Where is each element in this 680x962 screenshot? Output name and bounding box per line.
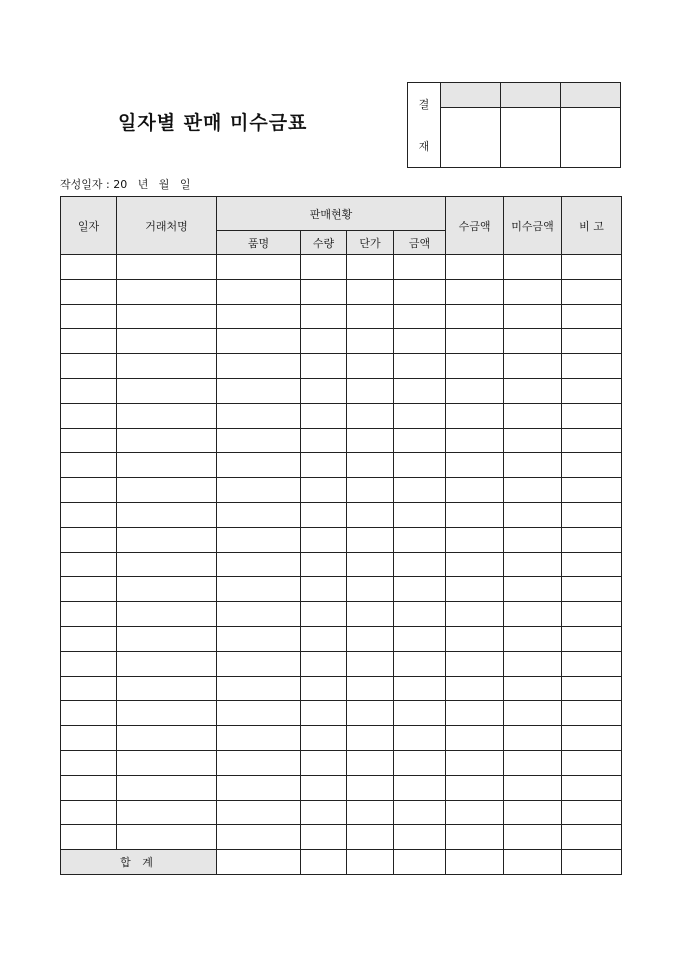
- table-cell[interactable]: [446, 478, 504, 503]
- table-cell[interactable]: [61, 502, 117, 527]
- table-cell[interactable]: [347, 527, 394, 552]
- table-cell[interactable]: [217, 676, 301, 701]
- approval-sign-cell[interactable]: [561, 108, 621, 168]
- table-cell[interactable]: [217, 428, 301, 453]
- table-cell[interactable]: [562, 255, 622, 280]
- table-cell[interactable]: [504, 651, 562, 676]
- table-cell[interactable]: [394, 329, 446, 354]
- table-cell[interactable]: [61, 800, 117, 825]
- table-cell[interactable]: [562, 651, 622, 676]
- table-row: [61, 428, 622, 453]
- table-cell[interactable]: [562, 403, 622, 428]
- table-cell[interactable]: [562, 577, 622, 602]
- header-unpaid: 미수금액: [504, 197, 562, 255]
- total-cell[interactable]: [504, 850, 562, 875]
- table-cell[interactable]: [446, 750, 504, 775]
- table-row: [61, 453, 622, 478]
- table-cell[interactable]: [117, 304, 217, 329]
- table-row: [61, 775, 622, 800]
- table-cell[interactable]: [217, 701, 301, 726]
- table-row: [61, 403, 622, 428]
- table-cell[interactable]: [117, 726, 217, 751]
- table-cell[interactable]: [117, 527, 217, 552]
- table-cell[interactable]: [504, 378, 562, 403]
- table-cell[interactable]: [217, 378, 301, 403]
- approval-sign-cell[interactable]: [501, 108, 561, 168]
- table-cell[interactable]: [117, 651, 217, 676]
- table-cell[interactable]: [117, 701, 217, 726]
- table-cell[interactable]: [446, 279, 504, 304]
- table-cell[interactable]: [61, 626, 117, 651]
- header-date: 일자: [61, 197, 117, 255]
- table-cell[interactable]: [394, 676, 446, 701]
- table-cell[interactable]: [446, 453, 504, 478]
- table-row: [61, 552, 622, 577]
- header-client: 거래처명: [117, 197, 217, 255]
- table-cell[interactable]: [217, 726, 301, 751]
- table-cell[interactable]: [61, 428, 117, 453]
- table-cell[interactable]: [301, 626, 347, 651]
- table-cell[interactable]: [217, 825, 301, 850]
- table-cell[interactable]: [347, 255, 394, 280]
- table-cell[interactable]: [117, 354, 217, 379]
- table-cell[interactable]: [394, 255, 446, 280]
- table-cell[interactable]: [562, 602, 622, 627]
- table-cell[interactable]: [562, 304, 622, 329]
- table-cell[interactable]: [394, 304, 446, 329]
- table-cell[interactable]: [347, 403, 394, 428]
- table-cell[interactable]: [117, 775, 217, 800]
- table-cell[interactable]: [562, 800, 622, 825]
- table-cell[interactable]: [347, 478, 394, 503]
- table-row: [61, 255, 622, 280]
- total-cell[interactable]: [217, 850, 301, 875]
- table-cell[interactable]: [217, 552, 301, 577]
- table-cell[interactable]: [61, 255, 117, 280]
- total-cell[interactable]: [347, 850, 394, 875]
- table-cell[interactable]: [301, 676, 347, 701]
- header-note: 비 고: [562, 197, 622, 255]
- table-cell[interactable]: [61, 304, 117, 329]
- table-cell[interactable]: [217, 502, 301, 527]
- table-cell[interactable]: [446, 825, 504, 850]
- table-cell[interactable]: [217, 478, 301, 503]
- table-cell[interactable]: [301, 403, 347, 428]
- table-cell[interactable]: [446, 378, 504, 403]
- table-cell[interactable]: [446, 354, 504, 379]
- table-cell[interactable]: [61, 552, 117, 577]
- table-cell[interactable]: [347, 775, 394, 800]
- table-cell[interactable]: [301, 701, 347, 726]
- table-cell[interactable]: [504, 750, 562, 775]
- table-cell[interactable]: [61, 378, 117, 403]
- table-cell[interactable]: [61, 329, 117, 354]
- table-cell[interactable]: [301, 255, 347, 280]
- table-cell[interactable]: [394, 626, 446, 651]
- sales-table: [60, 196, 622, 875]
- table-cell[interactable]: [562, 775, 622, 800]
- table-cell[interactable]: [394, 502, 446, 527]
- table-cell[interactable]: [217, 602, 301, 627]
- table-cell[interactable]: [446, 676, 504, 701]
- table-row: [61, 502, 622, 527]
- table-cell[interactable]: [301, 602, 347, 627]
- table-cell[interactable]: [347, 825, 394, 850]
- table-cell[interactable]: [504, 354, 562, 379]
- approval-sign-cell[interactable]: [441, 108, 501, 168]
- table-cell[interactable]: [347, 354, 394, 379]
- table-cell[interactable]: [301, 825, 347, 850]
- table-cell[interactable]: [347, 577, 394, 602]
- table-cell[interactable]: [446, 626, 504, 651]
- header-amount: 금액: [394, 231, 446, 255]
- table-cell[interactable]: [446, 304, 504, 329]
- table-cell[interactable]: [562, 552, 622, 577]
- table-cell[interactable]: [446, 726, 504, 751]
- table-row: [61, 602, 622, 627]
- table-row: [61, 354, 622, 379]
- table-row: [61, 329, 622, 354]
- total-cell[interactable]: [446, 850, 504, 875]
- table-cell[interactable]: [347, 502, 394, 527]
- table-cell[interactable]: [562, 378, 622, 403]
- table-cell[interactable]: [504, 304, 562, 329]
- table-row: [61, 726, 622, 751]
- table-cell[interactable]: [504, 602, 562, 627]
- table-cell[interactable]: [504, 478, 562, 503]
- table-cell[interactable]: [394, 552, 446, 577]
- table-cell[interactable]: [347, 552, 394, 577]
- table-cell[interactable]: [394, 701, 446, 726]
- table-row: [61, 750, 622, 775]
- table-cell[interactable]: [217, 403, 301, 428]
- table-cell[interactable]: [446, 403, 504, 428]
- table-cell[interactable]: [61, 354, 117, 379]
- table-cell[interactable]: [61, 676, 117, 701]
- table-cell[interactable]: [347, 453, 394, 478]
- table-cell[interactable]: [117, 577, 217, 602]
- table-cell[interactable]: [394, 750, 446, 775]
- table-cell[interactable]: [61, 527, 117, 552]
- table-cell[interactable]: [347, 329, 394, 354]
- table-row: [61, 378, 622, 403]
- table-cell[interactable]: [117, 750, 217, 775]
- table-cell[interactable]: [61, 651, 117, 676]
- table-cell[interactable]: [504, 502, 562, 527]
- table-cell[interactable]: [446, 800, 504, 825]
- table-row: [61, 279, 622, 304]
- table-cell[interactable]: [394, 354, 446, 379]
- table-cell[interactable]: [504, 279, 562, 304]
- table-cell[interactable]: [562, 701, 622, 726]
- header-item: 품명: [217, 231, 301, 255]
- table-cell[interactable]: [217, 304, 301, 329]
- table-cell[interactable]: [347, 701, 394, 726]
- table-cell[interactable]: [504, 701, 562, 726]
- table-cell[interactable]: [394, 726, 446, 751]
- table-cell[interactable]: [117, 403, 217, 428]
- table-cell[interactable]: [394, 478, 446, 503]
- table-cell[interactable]: [301, 304, 347, 329]
- table-cell[interactable]: [504, 527, 562, 552]
- table-cell[interactable]: [61, 750, 117, 775]
- table-cell[interactable]: [562, 478, 622, 503]
- table-cell[interactable]: [446, 329, 504, 354]
- table-cell[interactable]: [562, 527, 622, 552]
- table-body: [61, 255, 622, 850]
- table-cell[interactable]: [301, 552, 347, 577]
- table-cell[interactable]: [504, 403, 562, 428]
- table-cell[interactable]: [394, 279, 446, 304]
- table-cell[interactable]: [504, 825, 562, 850]
- table-cell[interactable]: [504, 726, 562, 751]
- table-cell[interactable]: [347, 428, 394, 453]
- table-cell[interactable]: [301, 651, 347, 676]
- table-cell[interactable]: [446, 701, 504, 726]
- table-cell[interactable]: [117, 626, 217, 651]
- table-cell[interactable]: [61, 478, 117, 503]
- table-cell[interactable]: [117, 602, 217, 627]
- table-cell[interactable]: [446, 577, 504, 602]
- table-cell[interactable]: [117, 676, 217, 701]
- table-cell[interactable]: [394, 428, 446, 453]
- table-cell[interactable]: [394, 825, 446, 850]
- table-cell[interactable]: [562, 354, 622, 379]
- table-cell[interactable]: [504, 626, 562, 651]
- table-cell[interactable]: [117, 255, 217, 280]
- table-cell[interactable]: [446, 775, 504, 800]
- total-cell[interactable]: [301, 850, 347, 875]
- table-cell[interactable]: [347, 378, 394, 403]
- table-cell[interactable]: [504, 552, 562, 577]
- table-cell[interactable]: [446, 428, 504, 453]
- table-cell[interactable]: [61, 775, 117, 800]
- table-cell[interactable]: [446, 502, 504, 527]
- approval-box: [407, 82, 621, 168]
- approval-head-cell: [561, 83, 621, 108]
- table-cell[interactable]: [61, 602, 117, 627]
- table-cell[interactable]: [347, 279, 394, 304]
- table-cell[interactable]: [504, 676, 562, 701]
- table-cell[interactable]: [446, 602, 504, 627]
- header-qty: 수량: [301, 231, 347, 255]
- table-cell[interactable]: [61, 453, 117, 478]
- table-cell[interactable]: [217, 651, 301, 676]
- table-cell[interactable]: [347, 800, 394, 825]
- table-cell[interactable]: [394, 403, 446, 428]
- table-cell[interactable]: [562, 502, 622, 527]
- approval-label-bottom: 재: [418, 140, 430, 153]
- total-cell[interactable]: [394, 850, 446, 875]
- table-cell[interactable]: [562, 726, 622, 751]
- table-cell[interactable]: [562, 428, 622, 453]
- table-cell[interactable]: [562, 279, 622, 304]
- table-cell[interactable]: [117, 428, 217, 453]
- table-cell[interactable]: [217, 255, 301, 280]
- table-row: [61, 825, 622, 850]
- table-cell[interactable]: [117, 279, 217, 304]
- table-cell[interactable]: [301, 453, 347, 478]
- table-cell[interactable]: [394, 800, 446, 825]
- total-cell[interactable]: [562, 850, 622, 875]
- table-cell[interactable]: [301, 478, 347, 503]
- table-cell[interactable]: [301, 726, 347, 751]
- table-cell[interactable]: [347, 602, 394, 627]
- table-cell[interactable]: [301, 279, 347, 304]
- table-cell[interactable]: [446, 255, 504, 280]
- table-cell[interactable]: [347, 750, 394, 775]
- table-cell[interactable]: [301, 329, 347, 354]
- table-cell[interactable]: [301, 577, 347, 602]
- date-line: 작성일자 : 20 년 월 일: [60, 178, 191, 191]
- table-cell[interactable]: [117, 502, 217, 527]
- header-received: 수금액: [446, 197, 504, 255]
- table-cell[interactable]: [301, 527, 347, 552]
- table-cell[interactable]: [562, 626, 622, 651]
- table-cell[interactable]: [117, 825, 217, 850]
- table-row: [61, 800, 622, 825]
- table-cell[interactable]: [504, 453, 562, 478]
- table-cell[interactable]: [504, 329, 562, 354]
- table-cell[interactable]: [394, 602, 446, 627]
- table-cell[interactable]: [217, 527, 301, 552]
- table-cell[interactable]: [61, 701, 117, 726]
- table-cell[interactable]: [117, 552, 217, 577]
- table-cell[interactable]: [446, 527, 504, 552]
- table-cell[interactable]: [394, 527, 446, 552]
- table-cell[interactable]: [117, 378, 217, 403]
- table-cell[interactable]: [446, 651, 504, 676]
- table-cell[interactable]: [301, 428, 347, 453]
- table-cell[interactable]: [562, 329, 622, 354]
- table-cell[interactable]: [347, 626, 394, 651]
- table-cell[interactable]: [217, 800, 301, 825]
- table-cell[interactable]: [504, 428, 562, 453]
- table-cell[interactable]: [217, 453, 301, 478]
- table-cell[interactable]: [61, 726, 117, 751]
- table-row: [61, 676, 622, 701]
- table-cell[interactable]: [217, 626, 301, 651]
- table-cell[interactable]: [217, 279, 301, 304]
- table-cell[interactable]: [117, 478, 217, 503]
- table-cell[interactable]: [61, 577, 117, 602]
- table-cell[interactable]: [301, 378, 347, 403]
- approval-label: [408, 83, 441, 168]
- table-cell[interactable]: [217, 750, 301, 775]
- page-title: 일자별 판매 미수금표: [118, 112, 308, 134]
- table-cell[interactable]: [394, 453, 446, 478]
- table-cell[interactable]: [504, 775, 562, 800]
- table-cell[interactable]: [504, 577, 562, 602]
- table-cell[interactable]: [504, 255, 562, 280]
- table-cell[interactable]: [562, 676, 622, 701]
- table-row: [61, 701, 622, 726]
- table-cell[interactable]: [117, 329, 217, 354]
- table-cell[interactable]: [562, 750, 622, 775]
- table-cell[interactable]: [117, 453, 217, 478]
- approval-label-top: 결: [418, 98, 430, 111]
- approval-head-cell: [501, 83, 561, 108]
- table-cell[interactable]: [446, 552, 504, 577]
- table-cell[interactable]: [301, 800, 347, 825]
- table-row: [61, 577, 622, 602]
- table-cell[interactable]: [117, 800, 217, 825]
- table-cell[interactable]: [394, 378, 446, 403]
- table-cell[interactable]: [504, 800, 562, 825]
- table-cell[interactable]: [301, 750, 347, 775]
- table-cell[interactable]: [217, 577, 301, 602]
- table-cell[interactable]: [562, 453, 622, 478]
- table-cell[interactable]: [301, 775, 347, 800]
- table-cell[interactable]: [217, 354, 301, 379]
- approval-head-cell: [441, 83, 501, 108]
- total-label: 합 계: [61, 850, 217, 875]
- table-cell[interactable]: [562, 825, 622, 850]
- table-cell[interactable]: [394, 651, 446, 676]
- table-row: [61, 651, 622, 676]
- table-cell[interactable]: [394, 775, 446, 800]
- table-row: [61, 527, 622, 552]
- table-cell[interactable]: [61, 403, 117, 428]
- table-cell[interactable]: [347, 726, 394, 751]
- table-cell[interactable]: [347, 651, 394, 676]
- header-sales-status: 판매현황: [217, 197, 446, 231]
- table-cell[interactable]: [61, 825, 117, 850]
- table-row: [61, 626, 622, 651]
- table-cell[interactable]: [217, 775, 301, 800]
- table-cell[interactable]: [394, 577, 446, 602]
- table-cell[interactable]: [217, 329, 301, 354]
- header-unit-price: 단가: [347, 231, 394, 255]
- table-cell[interactable]: [347, 304, 394, 329]
- table-cell[interactable]: [347, 676, 394, 701]
- table-cell[interactable]: [61, 279, 117, 304]
- table-cell[interactable]: [301, 354, 347, 379]
- table-row: [61, 304, 622, 329]
- table-row: [61, 478, 622, 503]
- table-cell[interactable]: [301, 502, 347, 527]
